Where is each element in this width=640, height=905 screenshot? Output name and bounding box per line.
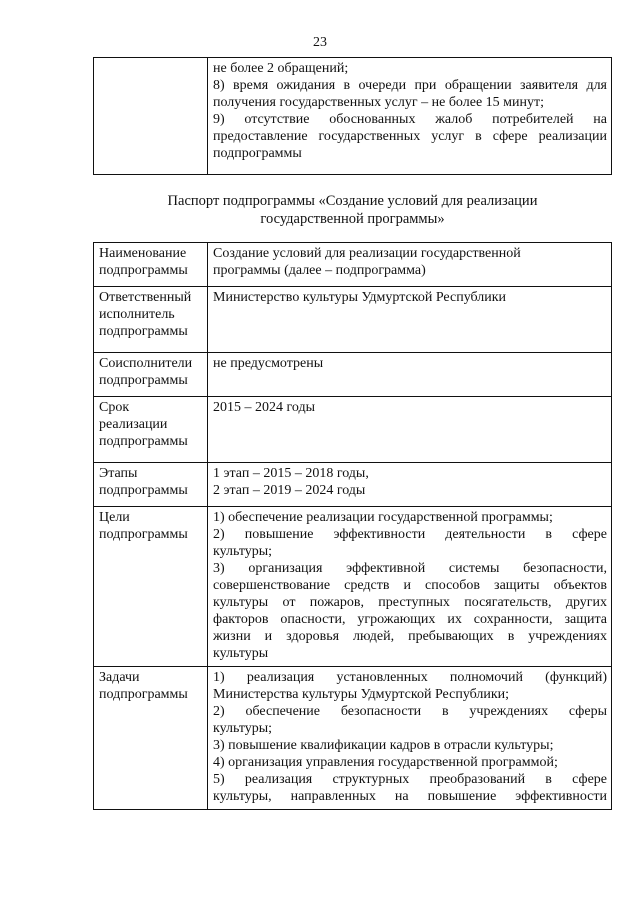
table-row xyxy=(94,353,612,397)
label-line: Этапы xyxy=(99,466,138,481)
text-line: культуры; xyxy=(213,721,273,736)
text-line: 1) реализация установленных полномочий (функций) xyxy=(213,670,607,685)
text-line: 5) реализация структурных преобразований в сфере xyxy=(213,772,607,787)
text-line: 9) отсутствие обоснованных жалоб потребителей на xyxy=(213,112,607,127)
text-line: 3) повышение квалификации кадров в отрасли культуры; xyxy=(213,738,554,753)
text-line: культуры от пожаров, преступных посягательств, других xyxy=(213,595,607,610)
table-row xyxy=(94,507,612,667)
label-line: Задачи xyxy=(99,670,140,685)
label-line: подпрограммы xyxy=(99,527,188,542)
label-line: Срок xyxy=(99,400,130,415)
text-line: подпрограммы xyxy=(213,146,302,161)
table-row xyxy=(94,667,612,810)
label-line: подпрограммы xyxy=(99,324,188,339)
row-label xyxy=(94,243,208,287)
label-line: Ответственный xyxy=(99,290,192,305)
text-line: программы (далее – подпрограмма) xyxy=(213,263,426,278)
row-value xyxy=(208,397,612,463)
text-line: совершенствование средств и способов защиты объектов xyxy=(213,578,607,593)
row-label xyxy=(94,507,208,667)
empty-label-cell xyxy=(94,58,208,175)
text-line: не предусмотрены xyxy=(213,356,324,371)
title-line: государственной программы» xyxy=(260,211,445,227)
row-label xyxy=(94,397,208,463)
text-line: 1) обеспечение реализации государственной программы; xyxy=(213,510,553,525)
continuation-cell xyxy=(208,58,612,175)
label-line: подпрограммы xyxy=(99,483,188,498)
text-line: Министерство культуры Удмуртской Республики xyxy=(213,290,507,305)
row-label xyxy=(94,463,208,507)
label-line: Наименование xyxy=(99,246,187,261)
row-value xyxy=(208,463,612,507)
table-row xyxy=(94,243,612,287)
row-value xyxy=(208,507,612,667)
text-line: 4) организация управления государственной программой; xyxy=(213,755,558,770)
passport-title xyxy=(93,192,612,228)
table-row xyxy=(94,397,612,463)
text-line: 1 этап – 2015 – 2018 годы, xyxy=(213,466,369,481)
text-line: 2 этап – 2019 – 2024 годы xyxy=(213,483,366,498)
text-line: жизни и здоровья людей, пребывающих в учреждениях xyxy=(213,629,607,644)
row-label xyxy=(94,287,208,353)
label-line: реализации xyxy=(99,417,168,432)
text-line: Создание условий для реализации государственной xyxy=(213,246,521,261)
label-line: подпрограммы xyxy=(99,263,188,278)
title-line: Паспорт подпрограммы «Создание условий для реализации xyxy=(167,193,538,209)
text-line: 2) повышение эффективности деятельности в сфере xyxy=(213,527,607,542)
text-line: 8) время ожидания в очереди при обращении заявителя для xyxy=(213,78,607,93)
table-row xyxy=(94,287,612,353)
label-line: Цели xyxy=(99,510,130,525)
text-line: 2015 – 2024 годы xyxy=(213,400,316,415)
row-value xyxy=(208,667,612,810)
row-value xyxy=(208,243,612,287)
text-line: Министерства культуры Удмуртской Республики; xyxy=(213,687,510,702)
text-line: не более 2 обращений; xyxy=(213,61,349,76)
text-line: предоставление государственных услуг в сфере реализации xyxy=(213,129,607,144)
label-line: Соисполнители xyxy=(99,356,193,371)
text-line: факторов опасности, угрожающих их сохранности, защита xyxy=(213,612,607,627)
row-label xyxy=(94,353,208,397)
text-line: 3) организация эффективной системы безопасности, xyxy=(213,561,607,576)
passport-table xyxy=(93,242,612,810)
text-line: культуры; xyxy=(213,544,273,559)
label-line: подпрограммы xyxy=(99,373,188,388)
text-line: культуры, направленных на повышение эффективности xyxy=(213,789,607,804)
label-line: подпрограммы xyxy=(99,434,188,449)
page-number: 23 xyxy=(313,35,327,50)
label-line: исполнитель xyxy=(99,307,175,322)
continuation-table xyxy=(93,57,612,175)
text-line: культуры xyxy=(213,646,269,661)
table-row xyxy=(94,463,612,507)
table-row xyxy=(94,58,612,175)
row-label xyxy=(94,667,208,810)
text-line: получения государственных услуг – не более 15 минут; xyxy=(213,95,545,110)
row-value xyxy=(208,287,612,353)
text-line: 2) обеспечение безопасности в учреждениях сферы xyxy=(213,704,607,719)
row-value xyxy=(208,353,612,397)
label-line: подпрограммы xyxy=(99,687,188,702)
